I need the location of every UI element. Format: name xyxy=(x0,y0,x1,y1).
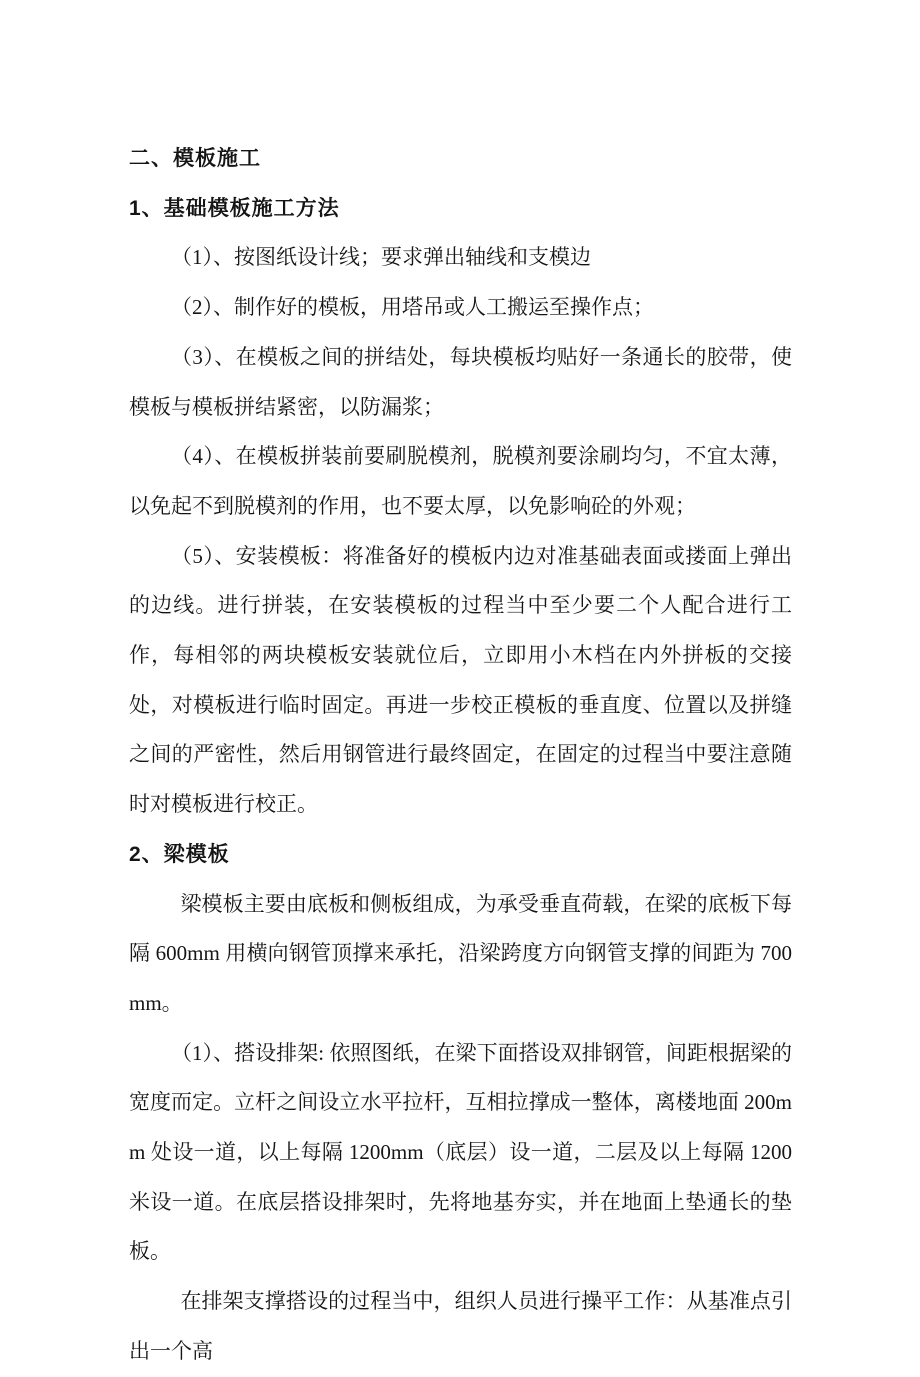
document-content xyxy=(129,134,792,1377)
subsection-heading-foundation-formwork-method: 1、基础模板施工方法 xyxy=(129,196,340,220)
paragraph-item-5: （5）、安装模板：将准备好的模板内边对准基础表面或搂面上弹出的边线。进行拼装，在安装模板的过程当中至少要二个人配合进行工作，每相邻的两块模板安装就位后，立即用小木档在内外拼板的交接处，对模板进行临时固定。再进一步校正模板的垂直度、位置以及拼缝之间的严密性，然后用钢管进行最终固定，在固定的过程当中要注意随时对模板进行校正。 xyxy=(129,543,792,817)
paragraph-item-1: （1）、按图纸设计线；要求弹出轴线和支模边 xyxy=(171,245,591,270)
section-heading-formwork-construction: 二、模板施工 xyxy=(129,147,261,170)
paragraph-item-4: （4）、在模板拼装前要刷脱模剂，脱模剂要涂刷均匀，不宜太薄，以免起不到脱模剂的作用，也不要太厚，以免影响砼的外观； xyxy=(129,444,792,518)
paragraph-scaffold-erection: （1）、搭设排架: 依照图纸，在梁下面搭设双排钢管，间距根据梁的宽度而定。立杆之间设立水平拉杆，互相拉撑成一整体，离楼地面 200mm 处设一道，以上每隔 1200mm（底层）设一道，二层及以上每隔 1200 米设一道。在底层搭设排架时，先将地基夯实，并在地面上垫通长的垫板。 xyxy=(129,1040,792,1264)
paragraph-item-2: （2）、制作好的模板，用塔吊或人工搬运至操作点； xyxy=(171,295,654,320)
paragraph-item-3: （3）、在模板之间的拼结处，每块模板均贴好一条通长的胶带，使模板与模板拼结紧密，以防漏浆； xyxy=(129,344,792,419)
paragraph-leveling-work: 在排架支撑搭设的过程当中，组织人员进行操平工作：从基准点引出一个高 xyxy=(129,1289,792,1363)
paragraph-beam-formwork-intro: 梁模板主要由底板和侧板组成，为承受垂直荷载，在梁的底板下每隔 600mm 用横向钢管顶撑来承托，沿梁跨度方向钢管支撑的间距为 700mm。 xyxy=(129,891,792,1015)
subsection-heading-beam-formwork: 2、梁模板 xyxy=(129,842,230,866)
